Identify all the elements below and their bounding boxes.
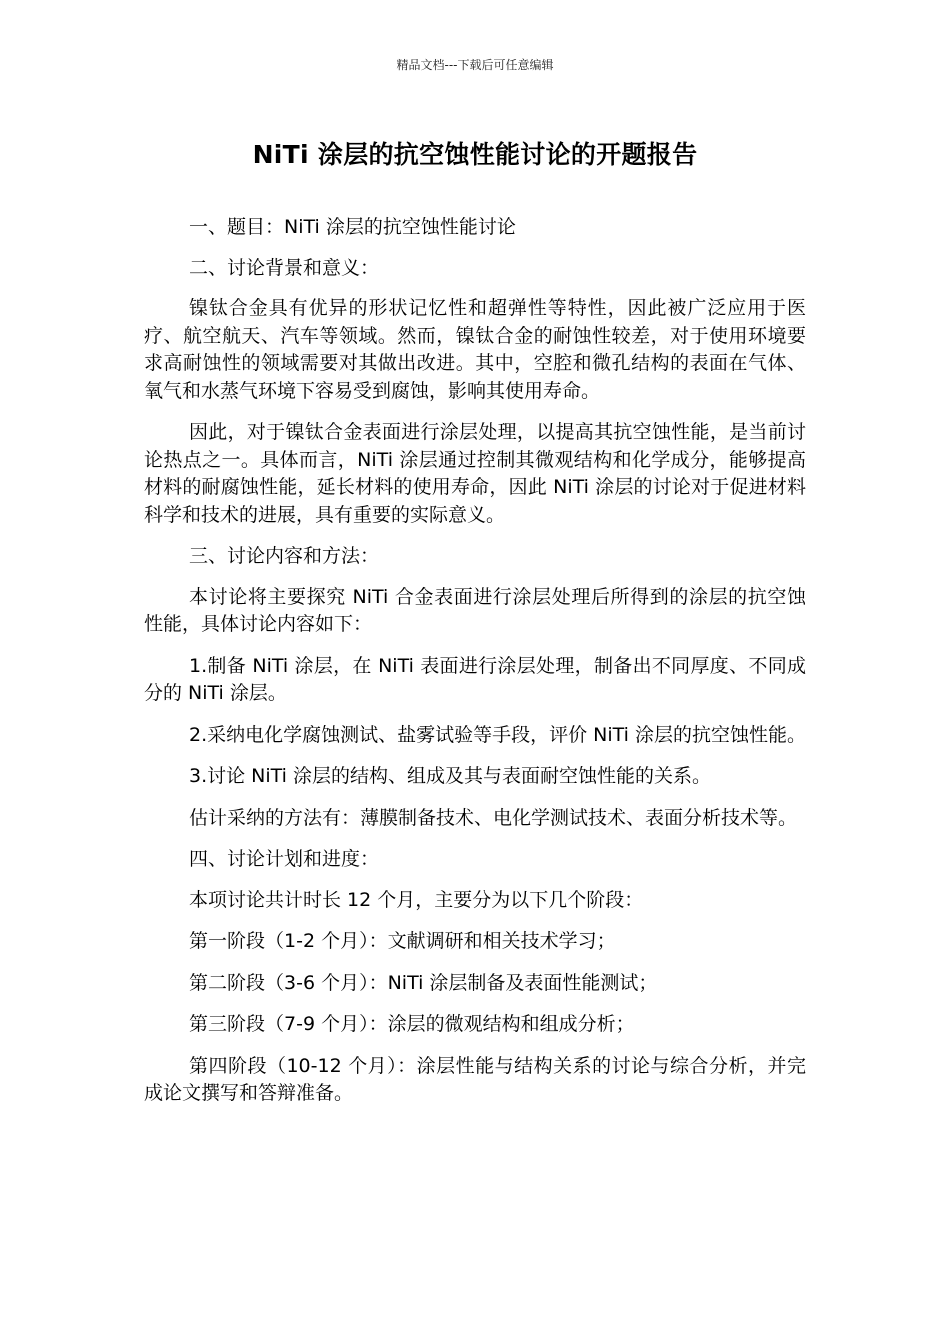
paragraph-methods: 估计采纳的方法有：薄膜制备技术、电化学测试技术、表面分析技术等。	[189, 806, 798, 829]
list-item-content-1: 1.制备 NiTi 涂层，在 NiTi 表面进行涂层处理，制备出不同厚度、不同成分的 NiTi 涂层。	[144, 654, 806, 704]
list-item-content-3: 3.讨论 NiTi 涂层的结构、组成及其与表面耐空蚀性能的关系。	[189, 765, 712, 787]
paragraph-background-2: 因此，对于镍钛合金表面进行涂层处理，以提高其抗空蚀性能，是当前讨论热点之一。具体而言，NiTi 涂层通过控制其微观结构和化学成分，能够提高材料的耐腐蚀性能，延长材料的使用寿命，因此 NiTi 涂层的讨论对于促进材料科学和技术的进展，具有重要的实际意义。	[144, 421, 806, 526]
section-heading-plan: 四、讨论计划和进度：	[189, 848, 380, 870]
document-body	[144, 214, 806, 1122]
list-item-stage-4: 第四阶段（10-12 个月）：涂层性能与结构关系的讨论与综合分析，并完成论文撰写和答辩准备。	[144, 1054, 806, 1104]
paragraph-content-intro: 本讨论将主要探究 NiTi 合金表面进行涂层处理后所得到的涂层的抗空蚀性能，具体讨论内容如下：	[144, 585, 806, 635]
list-item-stage-3: 第三阶段（7-9 个月）：涂层的微观结构和组成分析；	[189, 1013, 635, 1035]
list-item-content-2: 2.采纳电化学腐蚀测试、盐雾试验等手段，评价 NiTi 涂层的抗空蚀性能。	[189, 723, 807, 746]
document-title: NiTi 涂层的抗空蚀性能讨论的开题报告	[252, 140, 698, 169]
section-heading-background: 二、讨论背景和意义：	[189, 256, 380, 279]
list-item-stage-2: 第二阶段（3-6 个月）：NiTi 涂层制备及表面性能测试；	[189, 971, 658, 994]
section-heading-content-methods: 三、讨论内容和方法：	[189, 545, 380, 567]
section-heading-topic: 一、题目：NiTi 涂层的抗空蚀性能讨论	[189, 216, 516, 238]
paragraph-plan-intro: 本项讨论共计时长 12 个月，主要分为以下几个阶段：	[189, 888, 644, 911]
page-header-watermark: 精品文档---下载后可任意编辑	[396, 58, 554, 72]
paragraph-background-1: 镍钛合金具有优异的形状记忆性和超弹性等特性，因此被广泛应用于医疗、航空航天、汽车等领域。然而，镍钛合金的耐蚀性较差，对于使用环境要求高耐蚀性的领域需要对其做出改进。其中，空腔和微孔结构的表面在气体、氧气和水蒸气环境下容易受到腐蚀，影响其使用寿命。	[144, 297, 806, 402]
list-item-stage-1: 第一阶段（1-2 个月）：文献调研和相关技术学习；	[189, 930, 616, 952]
